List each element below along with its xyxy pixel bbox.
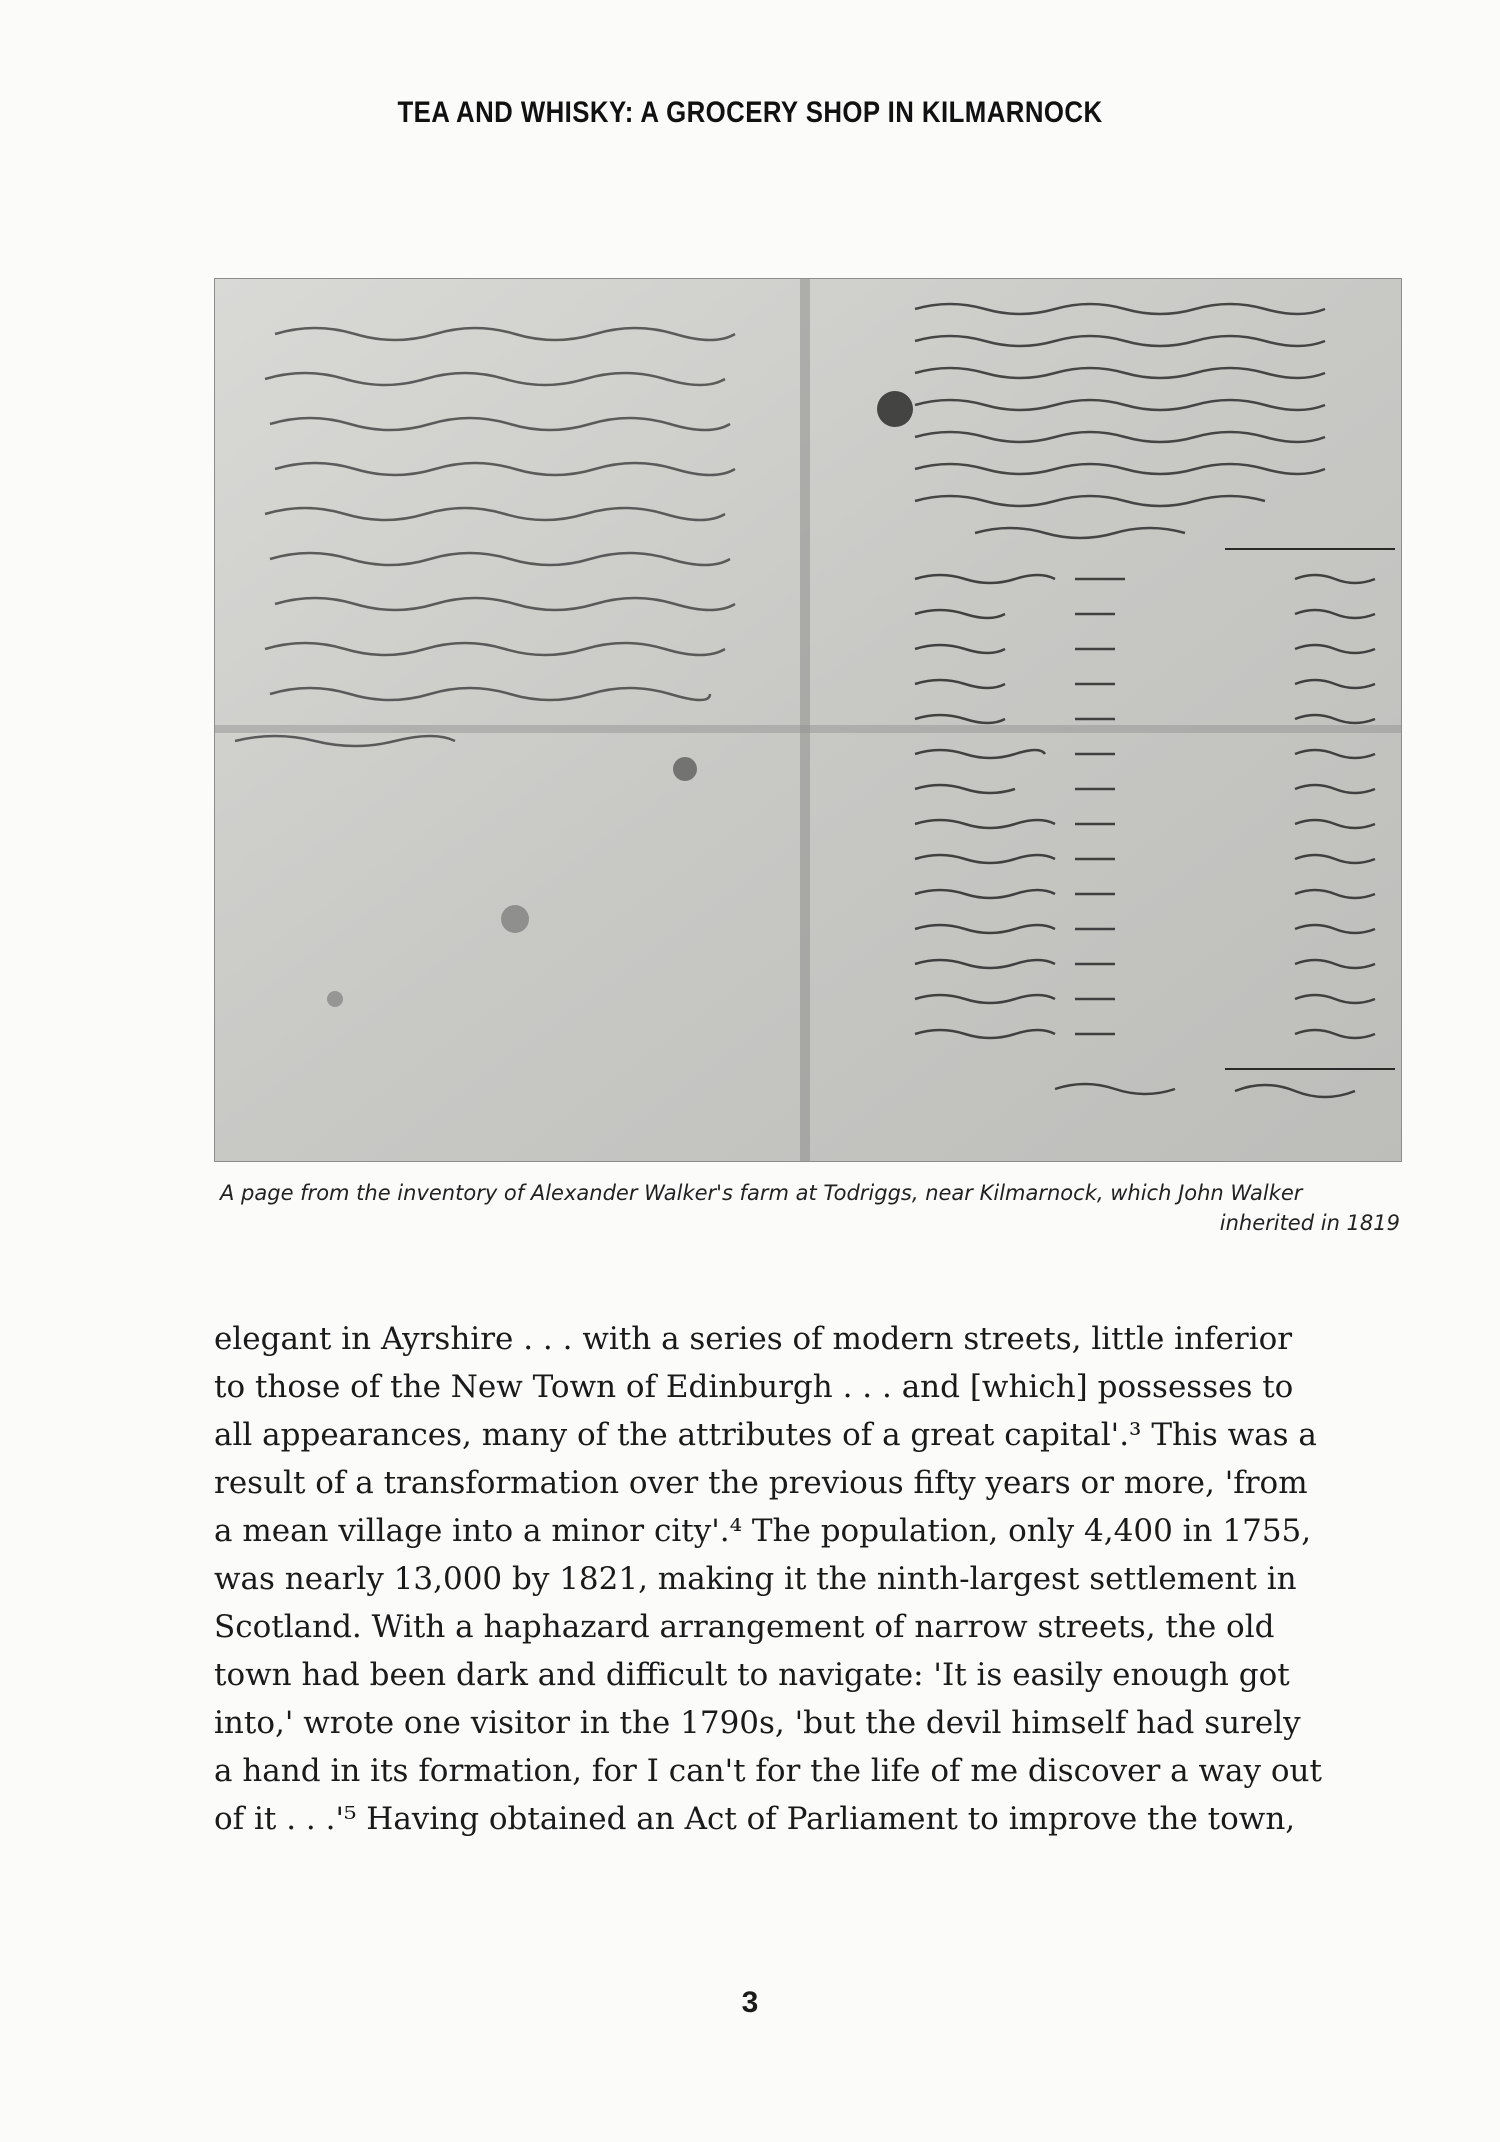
text-line: was nearly 13,000 by 1821, making it the ninth-largest settlement in [214,1561,1297,1597]
text-line: of it . . .'⁵ Having obtained an Act of Parliament to improve the town, [214,1801,1296,1837]
text-line: into,' wrote one visitor in the 1790s, 'but the devil himself had surely [214,1705,1301,1741]
caption-line: A page from the inventory of Alexander Walker's farm at Todriggs, near Kilmarnock, which John Walker [220,1181,1303,1205]
running-head: TEA AND WHISKY: A GROCERY SHOP IN KILMARNOCK [397,96,1103,129]
body-paragraph [214,1315,1374,1843]
text-line: town had been dark and difficult to navigate: 'It is easily enough got [214,1657,1290,1693]
text-line: to those of the New Town of Edinburgh . . . and [which] possesses to [214,1369,1294,1405]
inventory-manuscript-image [214,278,1402,1162]
text-line: result of a transformation over the previous fifty years or more, 'from [214,1465,1308,1501]
text-line: a hand in its formation, for I can't for the life of me discover a way out [214,1753,1322,1789]
text-line: elegant in Ayrshire . . . with a series of modern streets, little inferior [214,1321,1293,1357]
figure-caption [214,1178,1400,1238]
text-line: all appearances, many of the attributes of a great capital'.³ This was a [214,1417,1317,1453]
page-number: 3 [741,1986,759,2019]
text-line: Scotland. With a haphazard arrangement of narrow streets, the old [214,1609,1275,1645]
caption-line: inherited in 1819 [1219,1211,1400,1235]
text-line: a mean village into a minor city'.⁴ The population, only 4,400 in 1755, [214,1513,1312,1549]
